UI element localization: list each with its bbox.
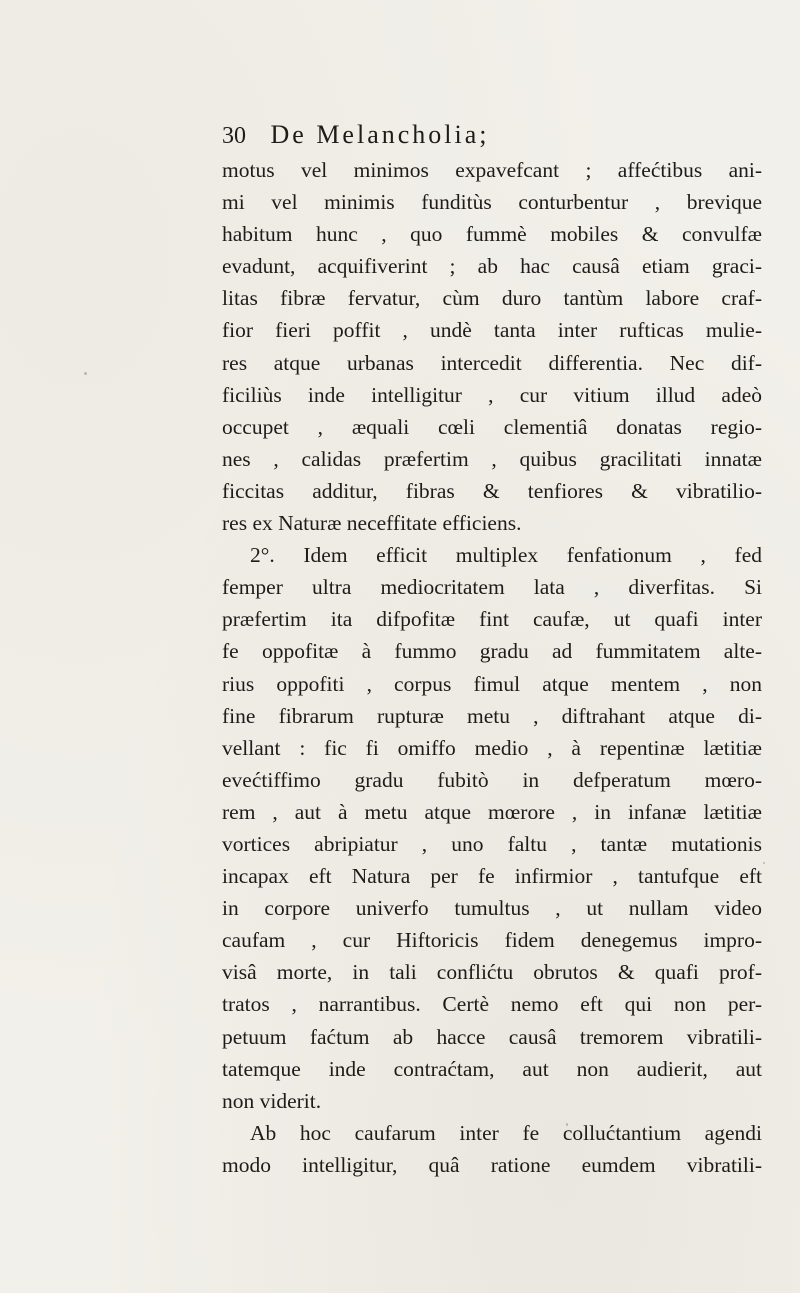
text-line: evećtiffimo gradu fubitò in defperatum mœro- (222, 767, 762, 792)
text-line: tatemque inde contraćtam, aut non audierit, aut (222, 1056, 762, 1081)
text-line: fine fibrarum rupturæ metu , diftrahant atque di- (222, 703, 762, 728)
text-line: præfertim ita difpofitæ fint caufæ, ut quafi inter (222, 607, 762, 632)
page-number: 30 (222, 123, 246, 149)
text-line: fior fieri poffit , undè tanta inter rufticas mulie- (222, 318, 762, 343)
text-line: vortices abripiatur , uno faltu , tantæ mutationis (222, 831, 762, 856)
text-line: occupet , æquali cœli clementiâ donatas regio- (222, 414, 762, 439)
text-line: tratos , narrantibus. Certè nemo eft qui non per- (222, 992, 762, 1017)
paragraph-start-line: 2°. Idem efficit multiplex fenfationum , fed (250, 543, 762, 568)
running-title: De Melancholia; (270, 120, 490, 149)
text-line: litas fibræ fervatur, cùm duro tantùm labore craf- (222, 286, 762, 311)
body-text (222, 154, 762, 1181)
text-line: res ex Naturæ neceffitate efficiens. (222, 511, 522, 536)
text-line: modo intelligitur, quâ ratione eumdem vibratili- (222, 1152, 762, 1177)
text-line: in corpore univerfo tumultus , ut nullam video (222, 896, 762, 921)
text-line: evadunt, acquifiverint ; ab hac causâ etiam graci- (222, 254, 762, 279)
text-line: vellant : fic fi omiffo medio , à repentinæ lætitiæ (222, 735, 762, 760)
text-line: femper ultra mediocritatem lata , diverfitas. Si (222, 575, 762, 600)
paper-speck (84, 372, 87, 375)
paragraph-start-line: Ab hoc caufarum inter fe collućtantium agendi (250, 1120, 762, 1145)
text-line: fe oppofitæ à fummo gradu ad fummitatem alte- (222, 639, 762, 664)
text-line: nes , calidas præfertim , quibus gracilitati innatæ (222, 446, 762, 471)
text-line: ficcitas additur, fibras & tenfiores & vibratilio- (222, 478, 762, 503)
page-header (222, 118, 622, 152)
text-line: res atque urbanas intercedit differentia. Nec dif- (222, 350, 762, 375)
text-line: visâ morte, in tali conflićtu obrutos & quafi prof- (222, 960, 762, 985)
text-line: incapax eft Natura per fe infirmior , tantufque eft (222, 864, 762, 889)
text-line: rem , aut à metu atque mœrore , in infanæ lætitiæ (222, 799, 762, 824)
text-line: ficiliùs inde intelligitur , cur vitium illud adeò (222, 382, 762, 407)
text-line: non viderit. (222, 1088, 322, 1113)
text-line: motus vel minimos expavefcant ; affećtibus ani- (222, 158, 762, 182)
text-line: petuum faćtum ab hacce causâ tremorem vibratili- (222, 1024, 762, 1049)
text-line: caufam , cur Hiftoricis fidem denegemus impro- (222, 928, 762, 953)
text-line: mi vel minimis funditùs conturbentur , brevique (222, 190, 762, 215)
paper-speck (763, 862, 765, 864)
text-line: habitum hunc , quo fummè mobiles & convulfæ (222, 222, 762, 247)
text-line: rius oppofiti , corpus fimul atque mentem , non (222, 671, 762, 696)
